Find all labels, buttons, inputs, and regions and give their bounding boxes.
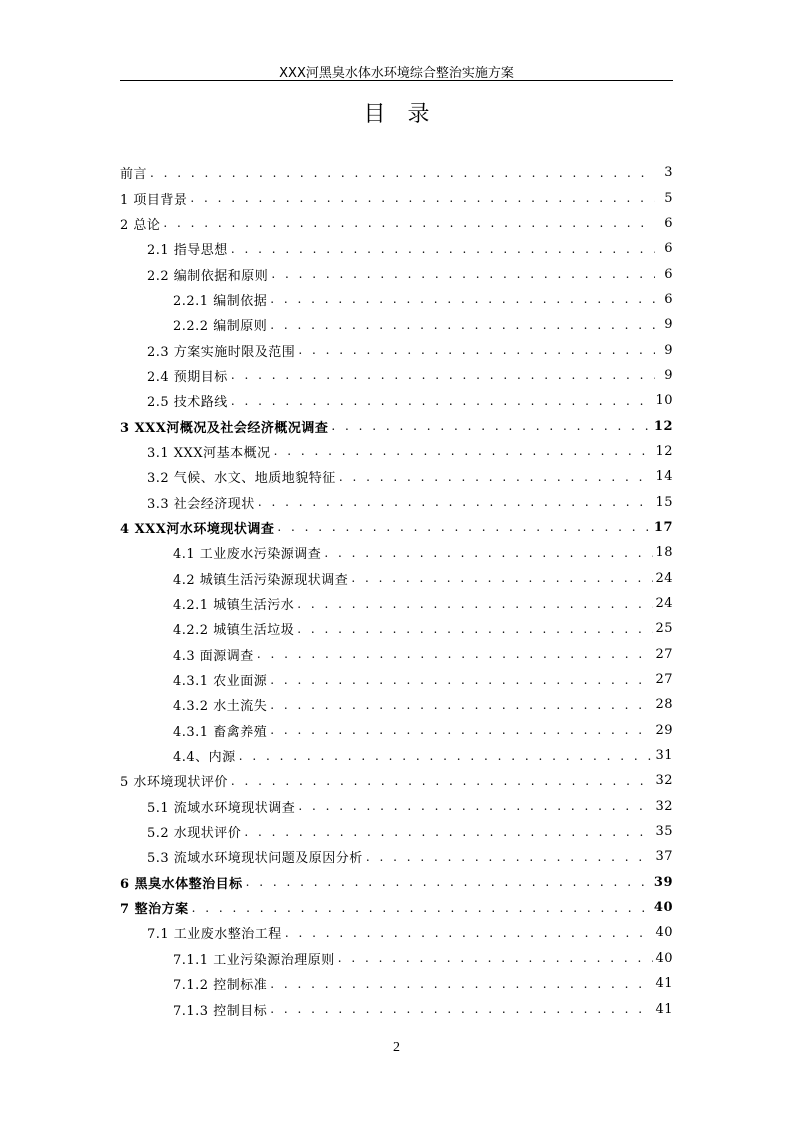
- toc-leader-dots: [258, 495, 654, 509]
- toc-entry-page: 6: [664, 241, 673, 257]
- toc-entry-page: 41: [655, 1001, 673, 1017]
- toc-leader-dots: [351, 571, 653, 585]
- toc-leader-dots: [239, 749, 654, 763]
- toc-entry-label: 7.1.3 控制目标: [173, 1003, 268, 1019]
- toc-entry-page: 37: [655, 849, 673, 865]
- toc-leader-dots: [298, 799, 653, 813]
- toc-entry-label: 3 XXX河概况及社会经济概况调查: [120, 420, 329, 436]
- toc-leader-dots: [150, 166, 655, 180]
- toc-entry[interactable]: [120, 439, 673, 464]
- toc-entry[interactable]: [120, 464, 673, 489]
- toc-leader-dots: [163, 216, 655, 230]
- toc-entry-page: 32: [655, 798, 673, 814]
- toc-entry-page: 40: [655, 950, 673, 966]
- toc-entry-label: 4.3.2 水土流失: [173, 699, 268, 715]
- toc-entry-page: 6: [664, 291, 673, 307]
- toc-entry[interactable]: [120, 388, 673, 413]
- toc-entry[interactable]: [120, 920, 673, 945]
- toc-leader-dots: [231, 394, 654, 408]
- toc-entry[interactable]: [120, 160, 673, 185]
- toc-entry[interactable]: [120, 287, 673, 312]
- toc-leader-dots: [331, 419, 652, 433]
- toc-entry-page: 10: [655, 393, 673, 409]
- toc-entry-label: 4.3 面源调查: [173, 648, 254, 664]
- toc-entry[interactable]: [120, 667, 673, 692]
- toc-entry-page: 39: [653, 874, 673, 890]
- header-rule: [120, 80, 673, 81]
- toc-entry-label: 7 整治方案: [120, 902, 189, 918]
- toc-entry-page: 40: [655, 925, 673, 941]
- toc-entry-label: 5.2 水现状评价: [147, 826, 242, 842]
- page-number: 2: [393, 1040, 400, 1055]
- toc-entry[interactable]: [120, 743, 673, 768]
- toc-entry-page: 12: [653, 418, 673, 434]
- toc-entry-label: 7.1.2 控制标准: [173, 978, 268, 994]
- toc-entry[interactable]: [120, 540, 673, 565]
- toc-entry-label: 5 水环境现状评价: [120, 775, 228, 791]
- toc-entry[interactable]: [120, 819, 673, 844]
- toc-leader-dots: [277, 520, 652, 534]
- toc-entry-label: 3.2 气候、水文、地质地貌特征: [147, 471, 336, 487]
- toc-entry-page: 25: [655, 621, 673, 637]
- toc-entry[interactable]: [120, 642, 673, 667]
- toc-entry-label: 3.3 社会经济现状: [147, 496, 255, 512]
- toc-entry-page: 9: [664, 342, 673, 358]
- toc-entry-label: 7.1 工业废水整治工程: [147, 927, 282, 943]
- toc-entry-label: 5.3 流域水环境现状问题及原因分析: [147, 851, 363, 867]
- toc-leader-dots: [231, 774, 654, 788]
- toc-entry-label: 4.2 城镇生活污染源现状调查: [173, 572, 349, 588]
- toc-leader-dots: [244, 825, 653, 839]
- table-of-contents: [120, 160, 673, 1022]
- toc-entry[interactable]: [120, 616, 673, 641]
- toc-entry[interactable]: [120, 692, 673, 717]
- toc-entry[interactable]: [120, 996, 673, 1021]
- toc-entry[interactable]: [120, 895, 673, 920]
- toc-entry-label: 5.1 流域水环境现状调查: [147, 800, 296, 816]
- toc-entry-label: 4.2.2 城镇生活垃圾: [173, 623, 295, 639]
- toc-leader-dots: [246, 875, 652, 889]
- toc-leader-dots: [270, 1002, 653, 1016]
- toc-entry[interactable]: [120, 236, 673, 261]
- toc-entry-page: 6: [664, 266, 673, 282]
- toc-leader-dots: [297, 597, 653, 611]
- toc-leader-dots: [270, 977, 653, 991]
- toc-leader-dots: [190, 191, 655, 205]
- toc-leader-dots: [274, 444, 654, 458]
- toc-entry-page: 6: [664, 215, 673, 231]
- toc-entry-page: 17: [653, 519, 673, 535]
- toc-leader-dots: [324, 546, 653, 560]
- toc-entry-page: 29: [655, 722, 673, 738]
- toc-entry[interactable]: [120, 718, 673, 743]
- toc-entry-label: 2.2 编制依据和原则: [147, 268, 269, 284]
- toc-entry-label: 4.3.1 农业面源: [173, 674, 268, 690]
- page-title: 目录: [363, 102, 452, 127]
- toc-entry-label: 2.3 方案实施时限及范围: [147, 344, 296, 360]
- toc-entry[interactable]: [120, 261, 673, 286]
- toc-entry-label: 2.1 指导思想: [147, 243, 228, 259]
- toc-entry[interactable]: [120, 489, 673, 514]
- toc-entry-label: 2 总论: [120, 217, 161, 233]
- toc-entry-label: 6 黑臭水体整治目标: [120, 876, 243, 892]
- toc-leader-dots: [338, 951, 654, 965]
- toc-entry-label: 3.1 XXX河基本概况: [147, 445, 271, 461]
- toc-entry[interactable]: [120, 312, 673, 337]
- toc-leader-dots: [270, 318, 655, 332]
- toc-entry[interactable]: [120, 363, 673, 388]
- toc-entry[interactable]: [120, 337, 673, 362]
- toc-entry-page: 9: [664, 367, 673, 383]
- toc-entry-label: 2.2.1 编制依据: [173, 293, 268, 309]
- toc-entry-label: 2.4 预期目标: [147, 369, 228, 385]
- toc-entry-page: 9: [664, 317, 673, 333]
- toc-leader-dots: [297, 622, 653, 636]
- toc-entry-label: 前言: [120, 167, 148, 183]
- toc-entry[interactable]: [120, 185, 673, 210]
- toc-entry-page: 27: [655, 646, 673, 662]
- toc-entry-label: 4.4、内源: [173, 750, 236, 766]
- toc-leader-dots: [285, 926, 654, 940]
- toc-entry-page: 27: [655, 672, 673, 688]
- toc-leader-dots: [339, 470, 654, 484]
- toc-entry[interactable]: [120, 211, 673, 236]
- toc-leader-dots: [192, 901, 652, 915]
- toc-entry-label: 4.2.1 城镇生活污水: [173, 598, 295, 614]
- toc-entry-page: 5: [664, 190, 673, 206]
- toc-leader-dots: [270, 292, 655, 306]
- toc-entry-page: 24: [655, 596, 673, 612]
- toc-leader-dots: [366, 850, 654, 864]
- toc-entry-page: 40: [653, 900, 673, 916]
- toc-entry[interactable]: [120, 515, 673, 540]
- toc-leader-dots: [270, 673, 653, 687]
- toc-leader-dots: [231, 368, 655, 382]
- toc-entry-page: 41: [655, 976, 673, 992]
- toc-entry[interactable]: [120, 844, 673, 869]
- toc-entry-page: 18: [655, 545, 673, 561]
- toc-leader-dots: [271, 267, 655, 281]
- toc-leader-dots: [270, 698, 653, 712]
- toc-leader-dots: [231, 242, 655, 256]
- running-header: XXX河黑臭水体水环境综合整治实施方案: [279, 66, 514, 81]
- toc-leader-dots: [257, 647, 654, 661]
- toc-entry[interactable]: [120, 591, 673, 616]
- toc-entry-label: 7.1.1 工业污染源治理原则: [173, 952, 335, 968]
- toc-leader-dots: [270, 723, 653, 737]
- toc-entry-page: 31: [655, 748, 673, 764]
- toc-entry-page: 15: [655, 494, 673, 510]
- toc-leader-dots: [298, 343, 655, 357]
- toc-entry[interactable]: [120, 794, 673, 819]
- toc-entry[interactable]: [120, 413, 673, 438]
- toc-entry[interactable]: [120, 971, 673, 996]
- toc-entry-label: 4.3.1 畜禽养殖: [173, 724, 268, 740]
- toc-entry-label: 1 项目背景: [120, 192, 188, 208]
- toc-entry-page: 14: [655, 469, 673, 485]
- toc-entry-label: 4 XXX河水环境现状调查: [120, 521, 275, 537]
- toc-entry[interactable]: [120, 870, 673, 895]
- toc-entry[interactable]: [120, 946, 673, 971]
- toc-entry-label: 2.5 技术路线: [147, 395, 228, 411]
- toc-entry-page: 32: [655, 773, 673, 789]
- toc-entry-page: 28: [655, 697, 673, 713]
- toc-entry-page: 12: [655, 443, 673, 459]
- toc-entry-label: 2.2.2 编制原则: [173, 319, 268, 335]
- toc-entry[interactable]: [120, 768, 673, 793]
- toc-entry-page: 35: [655, 824, 673, 840]
- toc-entry-page: 3: [664, 165, 673, 181]
- toc-entry[interactable]: [120, 566, 673, 591]
- toc-entry-page: 24: [655, 570, 673, 586]
- toc-entry-label: 4.1 工业废水污染源调查: [173, 547, 322, 563]
